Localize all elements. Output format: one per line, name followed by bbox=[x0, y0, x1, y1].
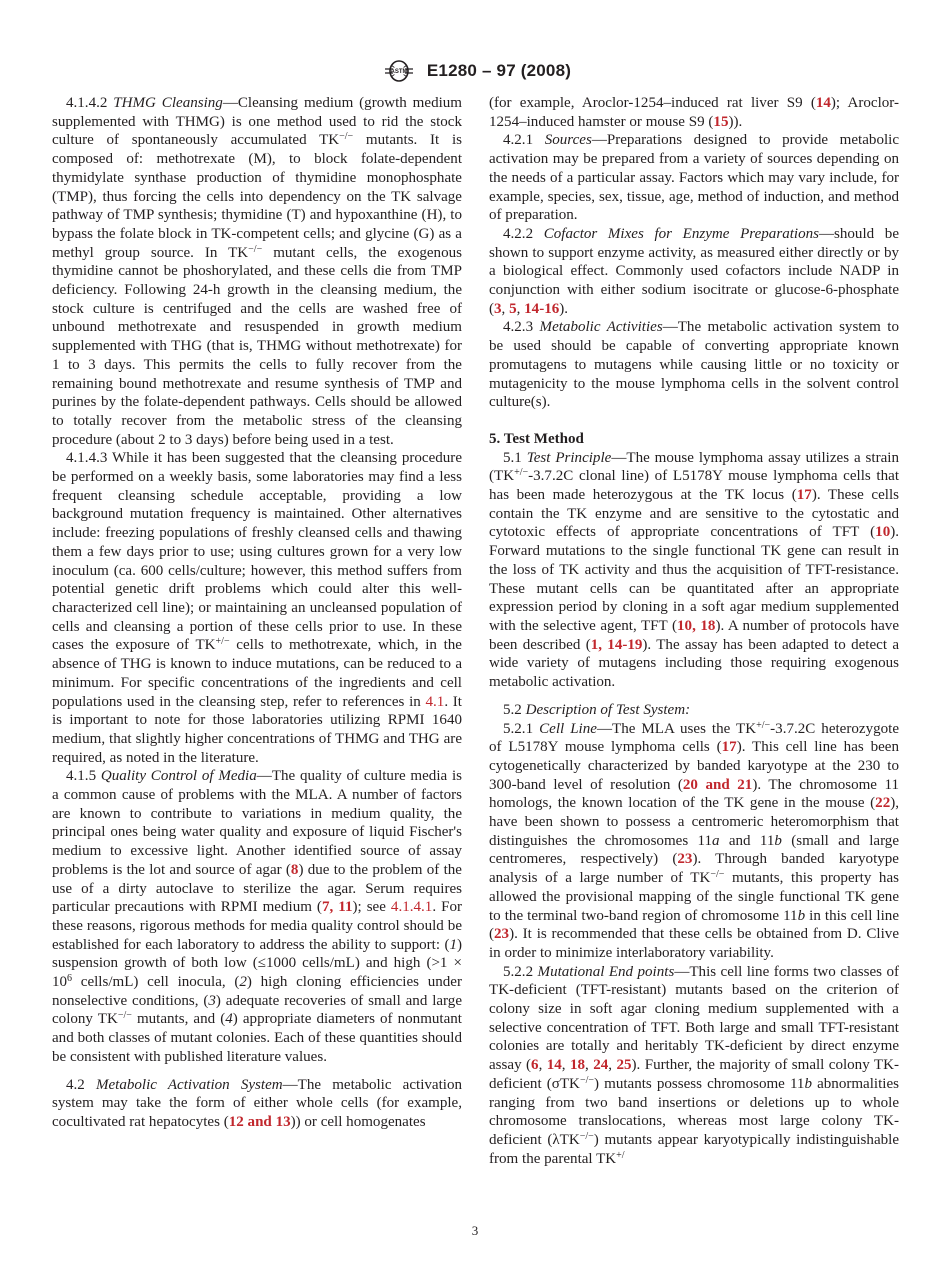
paragraph-4-1-5: 4.1.5 Quality Control of Media—The quality of culture media is a common cause of problems with the MLA. A number of factors are known to contribute to variations in medium quality, the principal ones being water quality and exposure of liquid Fischer's medium to excessive light. Another identified source of assay problems is the lot and source of agar (8) due to the problem of the use of a dirty autoclave to sterilize the agar. Serum requires particular precautions with RPMI medium (7, 11); see 4.1.4.1. For these reasons, rigorous methods for media quality control should be established for each laboratory to address the ability to support: (1) suspension growth of both low (≤1000 cells/mL) and high ($>1 \times 10^6$ cells/mL) cell inocula, (2) high cloning efficiencies under nonselective conditions, (3) adequate recoveries of small and large colony TK−/− mutants, and (4) appropriate diameters of nonmutant and both classes of mutant colonies. Each of these quantities should be consistent with published literature values. bbox=[52, 768, 463, 1065]
reference-link[interactable]: 24 bbox=[593, 1057, 609, 1074]
reference-link[interactable]: 10 bbox=[875, 524, 891, 541]
reference-link[interactable]: 5 bbox=[509, 300, 517, 317]
reference-link[interactable]: 14 bbox=[546, 1057, 562, 1074]
page-number: 3 bbox=[471, 1223, 479, 1238]
paragraph-4-2-3: 4.2.3 Metabolic Activities—The metabolic activation system to be used should be capable of converting appropriate known promutagens to mutagens while causing little or no toxicity or mutagenicity to the mouse lymphoma cells in the solvent control culture(s). bbox=[489, 319, 899, 411]
paragraph-4-2: 4.2 Metabolic Activation System—The metabolic activation system may take the form of either whole cells (for example, cocultivated rat hepatocytes (12 and 13)) or cell homogenates bbox=[52, 1076, 463, 1130]
document-id: E1280 – 97 (2008) bbox=[426, 61, 572, 80]
reference-link[interactable]: 14-16 bbox=[524, 300, 560, 317]
paragraph-4-1-4-3: 4.1.4.3 While it has been suggested that the cleansing procedure be performed on a weekly basis, some laboratories may find a less frequent cleansing schedule acceptable, providing a low background mutation frequency is maintained. Other alternatives include: freezing populations of freshly cleansed cells and thawing them a few days prior to use; using cultures grown for a very low inoculum (ca. 600 cells/culture; however, this method suffers from potential genetic drift problems which could alter this well-characterized cell line); or maintaining an uncleansed population of cells and cleansing a portion of these cells prior to use. In these cases the exposure of TK+/− cells to methotrexate, which, in the absence of THG is known to induce mutations, can be reduced to a minimum. For specific concentrations of the ingredients and cell populations used in the cleansing step, refer to references in 4.1. It is important to note for those laboratories utilizing RPMI 1640 medium, that slightly higher concentrations of THMG and THG are required, as noted in the literature. bbox=[52, 450, 462, 766]
reference-link[interactable]: 10, 18 bbox=[677, 617, 716, 634]
reference-link[interactable]: 25 bbox=[616, 1057, 632, 1074]
page-header bbox=[0, 56, 950, 86]
paragraph-4-2-2: 4.2.2 Cofactor Mixes for Enzyme Preparations—should be shown to support enzyme activity, as measured either directly or by a biological effect. Commonly used cofactors include NADP in conjunction with either sodium isocitrate or glucose-6-phosphate (3, 5, 14-16). bbox=[489, 225, 900, 317]
reference-link[interactable]: 15 bbox=[713, 113, 729, 130]
left-column bbox=[52, 94, 462, 1132]
reference-link[interactable]: 18 bbox=[569, 1057, 586, 1074]
reference-link[interactable]: 7, 11 bbox=[321, 899, 353, 916]
reference-link[interactable]: 14 bbox=[815, 95, 831, 111]
paragraph-4-2-1: 4.2.1 Sources—Preparations designed to provide metabolic activation may be prepared from a variety of sources depending on the needs of a particular assay. Factors which may vary include, for example, species, sex, tissue, age, method of induction, and method of preparation. bbox=[489, 132, 900, 224]
reference-link[interactable]: 12 and 13 bbox=[228, 1113, 291, 1130]
reference-link[interactable]: 6 bbox=[531, 1057, 539, 1074]
section-link-4-1[interactable]: 4.1 bbox=[425, 693, 445, 710]
astm-logo bbox=[379, 59, 419, 83]
right-column bbox=[489, 94, 899, 1168]
section-link-4-1-4-1[interactable]: 4.1.4.1 bbox=[390, 899, 433, 916]
reference-link[interactable]: 23 bbox=[494, 926, 510, 943]
section-heading-5: 5. Test Method bbox=[489, 430, 584, 447]
reference-link[interactable]: 23 bbox=[677, 851, 693, 868]
reference-link[interactable]: 8 bbox=[290, 861, 299, 878]
paragraph-4-1-4-2: 4.1.4.2 THMG Cleansing—Cleansing medium (growth medium supplemented with THMG) is one method used to rid the stock culture of spontaneously accumulated TK−/− mutants. It is composed of: methotrexate (M), to block folate-dependent thymidylate synthase production of thymidine monophosphate (TMP), thus forcing the cells into dependency on the TK salvage pathway of TMP synthesis; thymidine (T) and hypoxanthine (H), to bypass the folate block in TK-competent cells; and glycine (G) as a methyl group source. In TK−/− mutant cells, the exogenous thymidine cannot be phoshorylated, and these cells die from TMP deficiency. Following 24-h growth in the cleansing medium, the stock culture is centrifuged and the cells are washed free of unbound methotrexate and resuspended in growth medium supplemented with THG (that is, THMG without methotrexate) for 1 to 3 days. This permits the cells to fully recover from the remaining bound methotrexate and resume synthesis of TMP and purines by the folate-dependent pathways. Cells should be allowed to totally recover from the metabolic stress of the cleansing procedure (about 2 to 3 days) before being used in a test. bbox=[52, 95, 463, 448]
svg-text:ASTM: ASTM bbox=[390, 69, 408, 76]
reference-link[interactable]: 3 bbox=[494, 300, 502, 317]
reference-link[interactable]: 17 bbox=[796, 487, 812, 504]
paragraph-5-2-2: 5.2.2 Mutational End points—This cell line forms two classes of TK-deficient (TFT-resistant) mutants based on the criterion of colony size in soft agar cloning medium supplemented with a selective concentration of TFT. Both large and small TFT-resistant colonies are totally and heritably TK-deficient by direct enzyme assay (6, 14, 18, 24, 25). Further, the majority of small colony TK-deficient (σTK−/−) mutants possess chromosome 11b abnormalities ranging from two band insertions or deletions up to whole chromosome translocations, whereas most large colony TK-deficient (λTK−/−) mutants appear karyotypically indistinguishable from the parental TK+/ bbox=[489, 963, 899, 1167]
reference-link[interactable]: 17 bbox=[721, 739, 737, 756]
paragraph-5-2: 5.2 Description of Test System: bbox=[503, 701, 691, 718]
paragraph-4-2-continued: (for example, Aroclor-1254–induced rat liver S9 (14); Aroclor-1254–induced hamster or mouse S9 (15)). bbox=[489, 95, 899, 130]
reference-link[interactable]: 22 bbox=[875, 795, 891, 812]
reference-link[interactable]: 1, 14-19 bbox=[590, 636, 643, 653]
paragraph-5-1: 5.1 Test Principle—The mouse lymphoma assay utilizes a strain (TK+/−-3.7.2C clonal line) of L5178Y mouse lymphoma cells that has been made heterozygous at the TK locus (17). These cells contain the TK enzyme and are sensitive to the cytostatic and cytotoxic effects of appropriate concentrations of TFT (10). Forward mutations to the single functional TK gene can result in the loss of TK activity and thus the acquisition of TFT-resistance. These mutant cells can be quantitated after an appropriate expression period by cloning in a soft agar medium supplemented with the selective agent, TFT (10, 18). A number of protocols have been described (1, 14-19). The assay has been adapted to detect a wide variety of mutagens including those requiring exogenous metabolic activation. bbox=[489, 449, 900, 691]
paragraph-5-2-1: 5.2.1 Cell Line—The MLA uses the TK+/−-3.7.2C heterozygote of L5178Y mouse lymphoma cells (17). This cell line has been cytogenetically characterized by banded karyotype at the 230 to 300-band level of resolution (20 and 21). The chromosome 11 homologs, the known location of the TK gene in the mouse (22), have been shown to possess a centromeric heteromorphism that distinguishes the chromosomes 11a and 11b (small and large centromeres, respectively) (23). Through banded karyotype analysis of a large number of TK−/− mutants, this property has allowed the provisional mapping of the single functional TK gene to the terminal two-band region of chromosome 11b in this cell line (23). It is recommended that these cells be obtained from D. Clive in order to minimize interlaboratory variability. bbox=[489, 719, 900, 961]
reference-link[interactable]: 20 and 21 bbox=[682, 776, 753, 793]
